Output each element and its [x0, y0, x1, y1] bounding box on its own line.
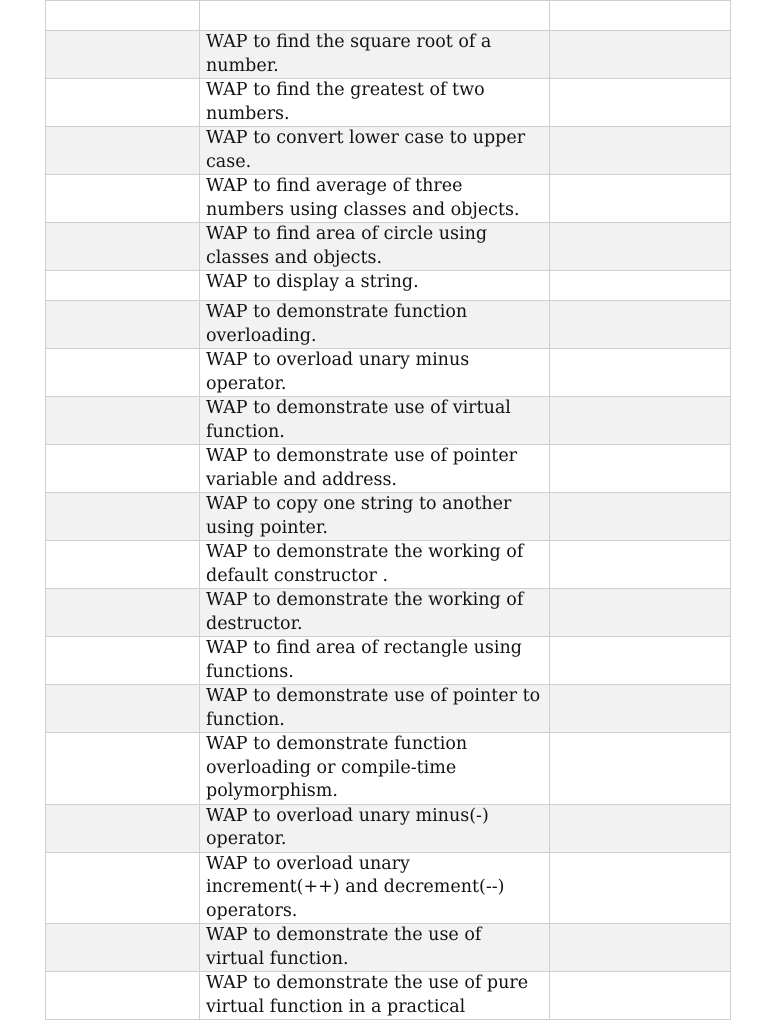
- table-cell-col1: [46, 1, 200, 31]
- table-cell-col1: [46, 31, 200, 79]
- table-row: [46, 493, 731, 541]
- table-cell-col1: [46, 349, 200, 397]
- table-row: [46, 271, 731, 301]
- table-row: [46, 223, 731, 271]
- table-row: [46, 397, 731, 445]
- table-cell-aim: WAP to demonstrate use of pointer to function.: [200, 685, 550, 733]
- table-cell-col1: [46, 223, 200, 271]
- table-cell-aim: WAP to demonstrate the working of default constructor .: [200, 541, 550, 589]
- table-row: [46, 637, 731, 685]
- table-row: [46, 852, 731, 924]
- table-cell-aim: WAP to display a string.: [200, 271, 550, 301]
- table-cell-col1: [46, 637, 200, 685]
- table-cell-col3: [550, 445, 731, 493]
- table-cell-aim: WAP to demonstrate use of pointer variable and address.: [200, 445, 550, 493]
- table-row: [46, 175, 731, 223]
- table-row: [46, 733, 731, 805]
- table-cell-col3: [550, 223, 731, 271]
- table-cell-aim: WAP to overload unary minus operator.: [200, 349, 550, 397]
- table-cell-col3: [550, 397, 731, 445]
- table-cell-col3: [550, 31, 731, 79]
- table-cell-col3: [550, 271, 731, 301]
- table-row: [46, 349, 731, 397]
- table-cell-col1: [46, 127, 200, 175]
- table-cell-aim: WAP to find area of rectangle using functions.: [200, 637, 550, 685]
- table-cell-col1: [46, 445, 200, 493]
- table-cell-col3: [550, 804, 731, 852]
- table-cell-col3: [550, 79, 731, 127]
- table-cell-col1: [46, 79, 200, 127]
- table-cell-col1: [46, 733, 200, 805]
- program-table-body: [46, 1, 731, 1020]
- table-cell-col1: [46, 852, 200, 924]
- table-cell-col1: [46, 175, 200, 223]
- table-cell-col3: [550, 1, 731, 31]
- table-cell-col3: [550, 852, 731, 924]
- table-cell-aim: WAP to find average of three numbers using classes and objects.: [200, 175, 550, 223]
- table-cell-col3: [550, 541, 731, 589]
- table-cell-col3: [550, 349, 731, 397]
- table-cell-col1: [46, 589, 200, 637]
- table-cell-col3: [550, 924, 731, 972]
- table-cell-aim: WAP to demonstrate the use of virtual function.: [200, 924, 550, 972]
- table-cell-col3: [550, 637, 731, 685]
- table-cell-aim: WAP to copy one string to another using pointer.: [200, 493, 550, 541]
- table-cell-aim: WAP to demonstrate function overloading.: [200, 301, 550, 349]
- table-cell-aim: [200, 1, 550, 31]
- table-cell-col1: [46, 493, 200, 541]
- table-row: [46, 445, 731, 493]
- table-cell-aim: WAP to overload unary increment(++) and decrement(--) operators.: [200, 852, 550, 924]
- table-cell-col1: [46, 924, 200, 972]
- table-row: [46, 127, 731, 175]
- table-cell-aim: WAP to demonstrate the working of destructor.: [200, 589, 550, 637]
- table-row: [46, 79, 731, 127]
- table-cell-aim: WAP to convert lower case to upper case.: [200, 127, 550, 175]
- table-cell-col1: [46, 685, 200, 733]
- table-cell-aim: WAP to find the greatest of two numbers.: [200, 79, 550, 127]
- table-cell-aim: WAP to overload unary minus(-) operator.: [200, 804, 550, 852]
- table-row: [46, 589, 731, 637]
- table-cell-aim: WAP to demonstrate use of virtual function.: [200, 397, 550, 445]
- table-cell-aim: WAP to demonstrate function overloading or compile-time polymorphism.: [200, 733, 550, 805]
- table-cell-aim: WAP to find area of circle using classes and objects.: [200, 223, 550, 271]
- table-row: [46, 972, 731, 1020]
- table-cell-col3: [550, 127, 731, 175]
- table-row: [46, 685, 731, 733]
- table-cell-col3: [550, 589, 731, 637]
- table-row: [46, 301, 731, 349]
- table-cell-col1: [46, 301, 200, 349]
- table-row: [46, 804, 731, 852]
- table-cell-aim: WAP to demonstrate the use of pure virtual function in a practical: [200, 972, 550, 1020]
- table-cell-col3: [550, 685, 731, 733]
- table-cell-col1: [46, 972, 200, 1020]
- table-cell-col3: [550, 972, 731, 1020]
- table-row: [46, 924, 731, 972]
- table-cell-col3: [550, 493, 731, 541]
- table-row: [46, 1, 731, 31]
- table-cell-col3: [550, 733, 731, 805]
- table-cell-col3: [550, 175, 731, 223]
- program-list-table: [45, 0, 731, 1020]
- table-cell-col3: [550, 301, 731, 349]
- table-row: [46, 541, 731, 589]
- table-cell-col1: [46, 804, 200, 852]
- table-row: [46, 31, 731, 79]
- table-cell-col1: [46, 541, 200, 589]
- table-cell-aim: WAP to find the square root of a number.: [200, 31, 550, 79]
- table-cell-col1: [46, 271, 200, 301]
- table-cell-col1: [46, 397, 200, 445]
